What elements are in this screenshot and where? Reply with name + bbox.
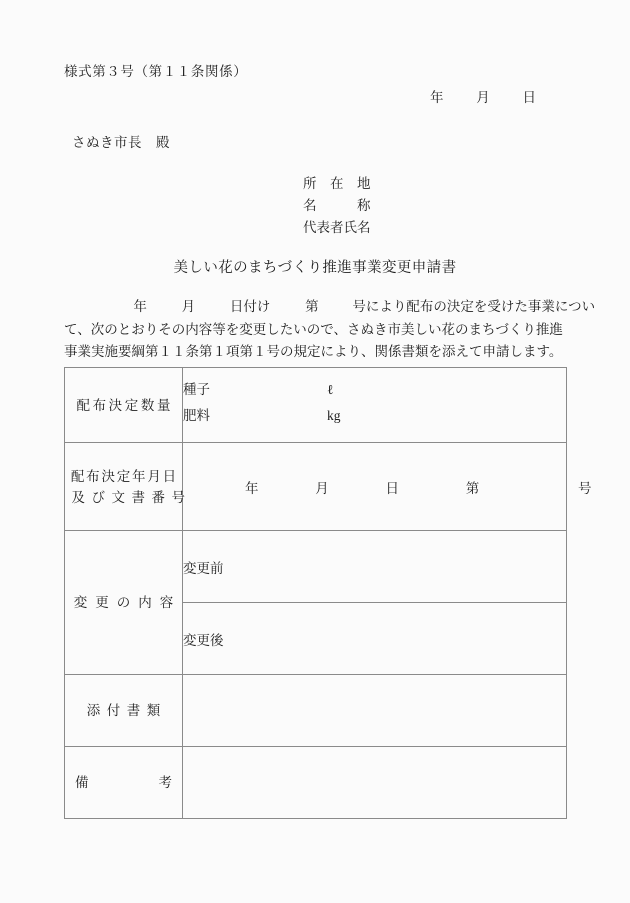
label-text: 変更の内容 <box>73 595 182 610</box>
row-value-remarks[interactable] <box>183 747 567 819</box>
addressee: さぬき市長 殿 <box>72 135 170 150</box>
form-number: 様式第３号（第１１条関係） <box>64 64 248 79</box>
row-value-attachments[interactable] <box>183 675 567 747</box>
label-text-line2: 及び文書番号 <box>71 489 192 505</box>
label-text <box>65 772 182 793</box>
decision-date-line <box>183 477 592 497</box>
row-value-decision-date[interactable] <box>183 443 592 531</box>
quantity-name-fertilizer: 肥料 <box>183 408 210 423</box>
date-day-label: 日 <box>522 90 536 105</box>
remarks-label-char2: 考 <box>158 775 172 790</box>
quantity-name-seed: 種子 <box>183 382 210 397</box>
label-text: 配布決定数量 <box>76 397 174 413</box>
table-row-remarks <box>65 747 567 819</box>
applicant-address-label: 所 在 地 <box>303 176 371 191</box>
applicant-block <box>303 173 371 239</box>
quantity-unit-fertilizer: kg <box>327 408 341 423</box>
body-year-label: 年 <box>133 299 147 314</box>
table-row-distribution-quantity <box>65 368 567 443</box>
date-year-label: 年 <box>430 90 444 105</box>
decision-day-label: 日 <box>385 480 399 496</box>
row-label-remarks <box>65 747 183 819</box>
decision-month-label: 月 <box>315 480 329 496</box>
quantity-row-fertilizer <box>183 404 566 430</box>
quantity-list <box>183 368 566 442</box>
row-label-attachments <box>65 675 183 747</box>
table-row-decision-date <box>65 443 567 531</box>
quantity-unit-seed: ℓ <box>327 382 334 397</box>
label-text-line1: 配布決定年月日 <box>70 468 178 484</box>
label-text: 添付書類 <box>86 703 167 718</box>
body-line-3: 事業実施要綱第１１条第１項第１号の規定により、関係書類を添えて申請します。 <box>64 344 563 359</box>
body-line-2: て、次のとおりその内容等を変更したいので、さぬき市美しい花のまちづくり推進 <box>64 321 563 337</box>
quantity-row-seed <box>183 378 566 404</box>
body-day-suffix: 日付け <box>229 299 271 314</box>
decision-gou-label: 号 <box>578 480 592 496</box>
row-value-change-after[interactable] <box>183 603 567 675</box>
body-dai-label: 第 <box>305 299 319 314</box>
body-line1-rest: 号により配布の決定を受けた事業につい <box>352 299 596 314</box>
row-value-distribution-quantity[interactable] <box>183 368 567 443</box>
row-label-change-content <box>65 531 183 675</box>
table-row-change-before <box>65 531 567 603</box>
body-month-label: 月 <box>181 299 196 314</box>
remarks-label-char1: 備 <box>75 775 89 790</box>
row-label-decision-date <box>65 443 192 531</box>
applicant-name-label: 名 称 <box>303 198 371 213</box>
body-line-1 <box>64 296 596 319</box>
applicant-representative-label: 代表者氏名 <box>303 220 371 235</box>
body-paragraph <box>64 296 596 364</box>
decision-dai-label: 第 <box>465 480 480 496</box>
document-title: 美しい花のまちづくり推進事業変更申請書 <box>173 260 457 276</box>
application-form-table <box>64 367 592 819</box>
row-label-distribution-quantity <box>65 368 183 443</box>
decision-year-label: 年 <box>245 480 259 496</box>
submission-date-line <box>430 86 536 106</box>
change-before-label: 変更前 <box>183 560 224 576</box>
change-after-label: 変更後 <box>183 632 224 648</box>
row-value-change-before[interactable] <box>183 531 567 603</box>
table-row-attachments <box>65 675 567 747</box>
date-month-label: 月 <box>476 90 490 105</box>
